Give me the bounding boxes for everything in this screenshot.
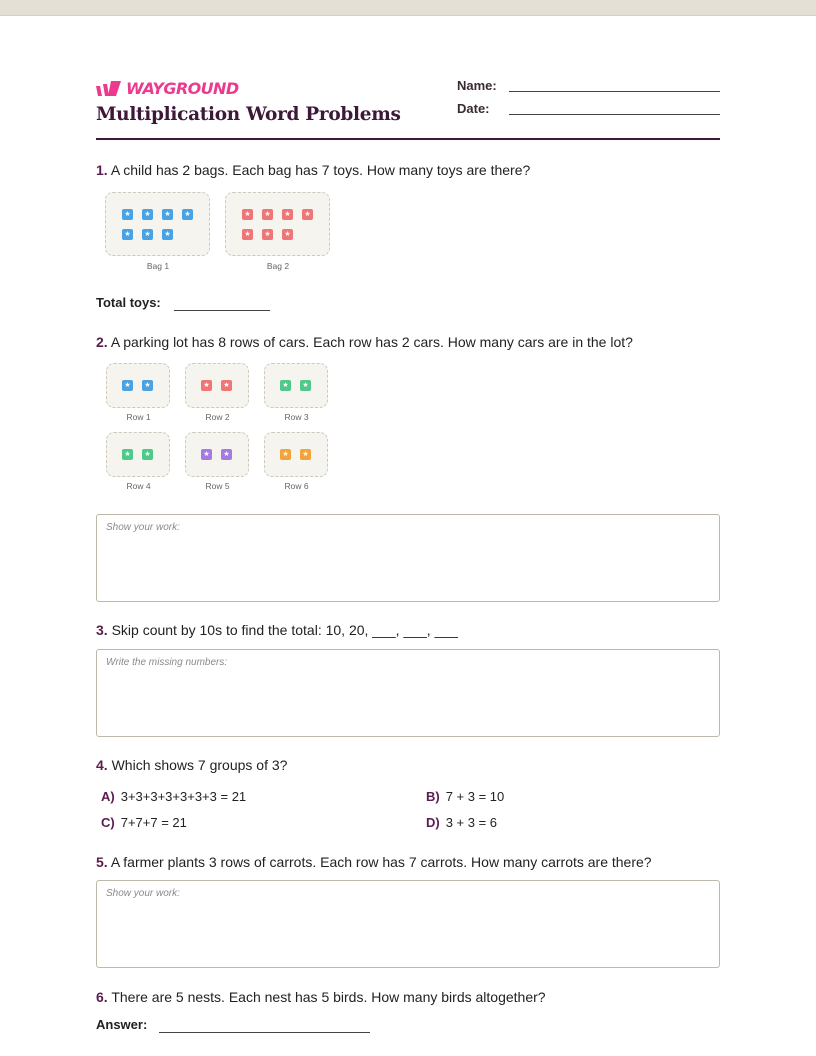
- star-icon: ★: [282, 229, 293, 240]
- header-divider: [96, 138, 720, 140]
- option-letter: A): [101, 789, 115, 804]
- star-icon: ★: [122, 209, 133, 220]
- star-icon: ★: [122, 380, 133, 391]
- date-label: Date:: [457, 101, 490, 116]
- question-text: A parking lot has 8 rows of cars. Each row has 2 cars. How many cars are in the lot?: [110, 334, 633, 350]
- star-icon: ★: [142, 209, 153, 220]
- question-number: 1.: [96, 162, 108, 178]
- star-icon: ★: [221, 380, 232, 391]
- q2-work-area[interactable]: [96, 514, 720, 602]
- star-icon: ★: [300, 380, 311, 391]
- option-text: 7+7+7 = 21: [120, 815, 187, 830]
- name-label: Name:: [457, 78, 497, 93]
- option-d[interactable]: [426, 815, 497, 830]
- option-letter: D): [426, 815, 440, 830]
- q5-work-area[interactable]: [96, 880, 720, 968]
- star-icon: ★: [280, 380, 291, 391]
- row-caption: Row 2: [205, 412, 230, 422]
- question-number: 4.: [96, 757, 108, 773]
- star-icon: ★: [242, 229, 253, 240]
- star-icon: ★: [201, 380, 212, 391]
- star-icon: ★: [122, 229, 133, 240]
- star-icon: ★: [142, 449, 153, 460]
- work-area-placeholder: Show your work:: [106, 888, 180, 899]
- star-icon: ★: [142, 380, 153, 391]
- row-caption: Row 1: [126, 412, 151, 422]
- q3-work-area[interactable]: [96, 649, 720, 737]
- star-icon: ★: [162, 209, 173, 220]
- brand-logo: [96, 79, 239, 98]
- star-icon: ★: [122, 449, 133, 460]
- q6-answer-line[interactable]: [159, 1032, 370, 1033]
- total-toys-answer-line[interactable]: [174, 310, 270, 311]
- star-icon: ★: [302, 209, 313, 220]
- question-number: 2.: [96, 334, 108, 350]
- row-caption: Row 4: [126, 481, 151, 491]
- row-4-box: [106, 432, 170, 477]
- wayground-logo-icon: [96, 81, 122, 97]
- option-a[interactable]: [101, 789, 246, 804]
- star-icon: ★: [182, 209, 193, 220]
- option-c[interactable]: [101, 815, 187, 830]
- work-area-placeholder: Show your work:: [106, 522, 180, 533]
- question-number: 6.: [96, 989, 108, 1005]
- question-4: [96, 757, 287, 773]
- option-text: 7 + 3 = 10: [445, 789, 505, 804]
- bag-2-box: [225, 192, 330, 256]
- question-1: [96, 162, 530, 178]
- star-icon: ★: [300, 449, 311, 460]
- name-field-line[interactable]: [509, 91, 720, 92]
- worksheet-title: Multiplication Word Problems: [96, 104, 401, 125]
- option-text: 3 + 3 = 6: [445, 815, 498, 830]
- question-text: There are 5 nests. Each nest has 5 birds. How many birds altogether?: [111, 989, 546, 1005]
- row-caption: Row 6: [284, 481, 309, 491]
- question-text: A child has 2 bags. Each bag has 7 toys. How many toys are there?: [110, 162, 531, 178]
- star-icon: ★: [162, 229, 173, 240]
- star-icon: ★: [262, 229, 273, 240]
- star-icon: ★: [221, 449, 232, 460]
- answer-label: Answer:: [96, 1017, 148, 1032]
- question-2: [96, 334, 633, 350]
- star-icon: ★: [242, 209, 253, 220]
- star-icon: ★: [201, 449, 212, 460]
- row-6-box: [264, 432, 328, 477]
- star-icon: ★: [262, 209, 273, 220]
- row-2-box: [185, 363, 249, 408]
- question-3: [96, 622, 458, 638]
- option-text: 3+3+3+3+3+3+3 = 21: [120, 789, 247, 804]
- row-3-box: [264, 363, 328, 408]
- brand-name: WAYGROUND: [126, 79, 239, 98]
- question-text: A farmer plants 3 rows of carrots. Each row has 7 carrots. How many carrots are there?: [110, 854, 652, 870]
- bag-1-box: [105, 192, 210, 256]
- option-letter: C): [101, 815, 115, 830]
- row-5-box: [185, 432, 249, 477]
- total-toys-label: Total toys:: [96, 295, 161, 310]
- page-top-bar: [0, 0, 816, 16]
- row-1-box: [106, 363, 170, 408]
- question-5: [96, 854, 652, 870]
- option-b[interactable]: [426, 789, 504, 804]
- option-letter: B): [426, 789, 440, 804]
- bag-caption: Bag 1: [146, 261, 170, 271]
- question-6: [96, 989, 546, 1005]
- date-field-line[interactable]: [509, 114, 720, 115]
- bag-caption: Bag 2: [266, 261, 290, 271]
- row-caption: Row 5: [205, 481, 230, 491]
- question-text: Which shows 7 groups of 3?: [111, 757, 288, 773]
- question-number: 3.: [96, 622, 108, 638]
- work-area-placeholder: Write the missing numbers:: [106, 657, 228, 668]
- row-caption: Row 3: [284, 412, 309, 422]
- star-icon: ★: [142, 229, 153, 240]
- star-icon: ★: [282, 209, 293, 220]
- question-number: 5.: [96, 854, 108, 870]
- question-text: Skip count by 10s to find the total: 10, 20, ___, ___, ___: [111, 622, 458, 638]
- star-icon: ★: [280, 449, 291, 460]
